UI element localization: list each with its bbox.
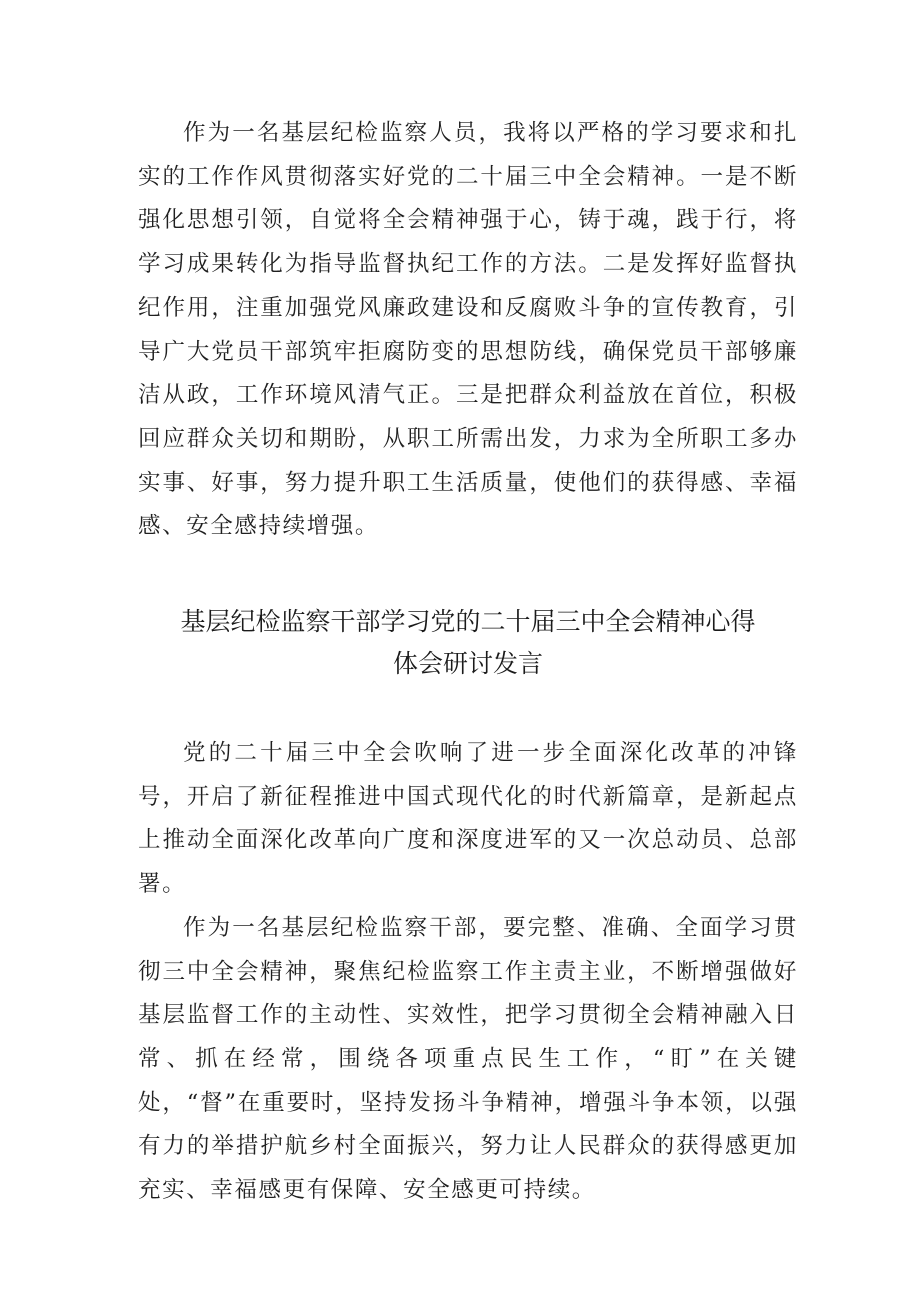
body-paragraph: 党的二十届三中全会吹响了进一步全面深化改革的冲锋号，开启了新征程推进中国式现代化的时代新篇章，是新起点上推动全面深化改革向广度和深度进军的又一次总动员、总部署。 bbox=[138, 740, 798, 898]
article-title-line-1: 基层纪检监察干部学习党的二十届三中全会精神心得 bbox=[180, 607, 756, 637]
intro-paragraph: 作为一名基层纪检监察人员，我将以严格的学习要求和扎实的工作作风贯彻落实好党的二十届三中全会精神。一是不断强化思想引领，自觉将全会精神强于心，铸于魂，践于行，将学习成果转化为指导监督执纪工作的方法。二是发挥好监督执纪作用，注重加强党风廉政建设和反腐败斗争的宣传教育，引导广大党员干部筑牢拒腐防变的思想防线，确保党员干部够廉洁从政，工作环境风清气正。三是把群众利益放在首位，积极回应群众关切和期盼，从职工所需出发，力求为全所职工多办实事、好事，努力提升职工生活质量，使他们的获得感、幸福感、安全感持续增强。 bbox=[138, 120, 798, 540]
article-title-line-2: 体会研讨发言 bbox=[392, 649, 543, 679]
body-paragraph: 作为一名基层纪检监察干部，要完整、准确、全面学习贯彻三中全会精神，聚焦纪检监察工作主责主业，不断增强做好基层监督工作的主动性、实效性，把学习贯彻全会精神融入日常、抓在经常，围绕各项重点民生工作，“盯”在关键处，“督”在重要时，坚持发扬斗争精神，增强斗争本领，以强有力的举措护航乡村全面振兴，努力让人民群众的获得感更加充实、幸福感更有保障、安全感更可持续。 bbox=[138, 914, 798, 1204]
article-title bbox=[138, 601, 798, 685]
document-body bbox=[138, 112, 798, 1213]
